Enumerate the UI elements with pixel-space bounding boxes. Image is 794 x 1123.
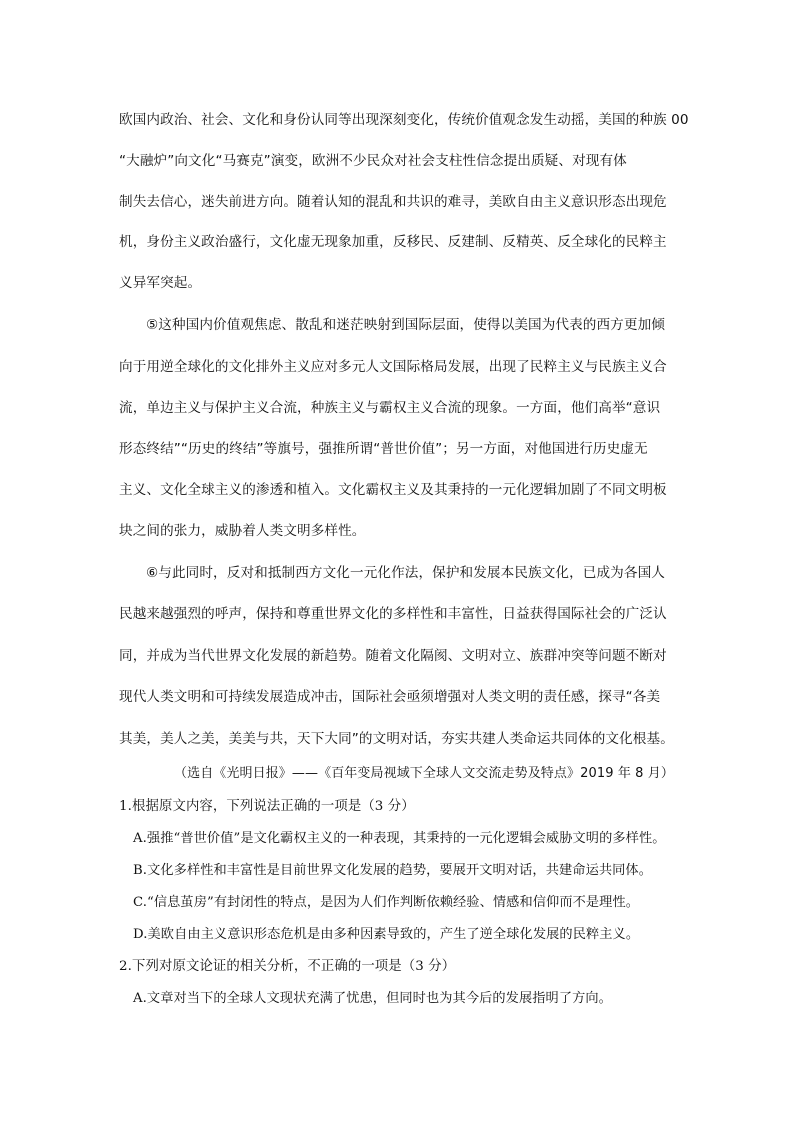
article-line: 流，单边主义与保护主义合流，种族主义与霸权主义合流的现象。一方面，他们高举“意识 [119,400,661,416]
article-line: 同，并成为当代世界文化发展的新趋势。随着文化隔阂、文明对立、族群冲突等问题不断对 [119,648,667,664]
article-line: “大融炉”向文化“马赛克”演变，欧洲不少民众对社会支柱性信念提出质疑、对现有体 [119,153,627,169]
paragraph-5-start: ⑤这种国内价值观焦虑、散乱和迷茫映射到国际层面，使得以美国为代表的西方更加倾 [146,317,665,333]
article-line: 义异军突起。 [119,275,202,291]
article-line: 现代人类文明和可持续发展造成冲击，国际社会亟须增强对人类文明的责任感，探寻“各美 [119,689,661,705]
article-line: 主义、文化全球主义的渗透和植入。文化霸权主义及其秉持的一元化逻辑加剧了不同文明板 [119,482,667,498]
article-line: 欧国内政治、社会、文化和身份认同等出现深刻变化，传统价值观念发生动摇，美国的种族 00 [119,112,689,128]
question-1-option-d: D.美欧自由主义意识形态危机是由多种因素导致的，产生了逆全球化发展的民粹主义。 [133,927,640,942]
question-1-option-a: A.强推“普世价值”是文化霸权主义的一种表现，其秉持的一元化逻辑会威胁文明的多样性。 [133,831,666,846]
article-source: （选自《光明日报》——《百年变局视域下全球人文交流走势及特点》2019 年 8 月） [174,766,674,781]
question-1-option-c: C.“信息茧房”有封闭性的特点，是因为人们作判断依赖经验、情感和信仰而不是理性。 [133,895,640,910]
question-2-option-a: A.文章对当下的全球人文现状充满了忧患，但同时也为其今后的发展指明了方向。 [133,991,612,1006]
paragraph-6-start: ⑥与此同时，反对和抵制西方文化一元化作法，保护和发展本民族文化，已成为各国人 [146,565,665,581]
article-line: 向于用逆全球化的文化排外主义应对多元人文国际格局发展，出现了民粹主义与民族主义合 [119,359,667,375]
question-2-stem: 2.下列对原文论证的相关分析，不正确的一项是（3 分） [119,959,456,974]
article-line: 机，身份主义政治盛行，文化虚无现象加重，反移民、反建制、反精英、反全球化的民粹主 [119,234,667,250]
article-line: 制失去信心，迷失前进方向。随着认知的混乱和共识的难寻，美欧自由主义意识形态出现危 [119,194,667,210]
question-1-stem: 1.根据原文内容，下列说法正确的一项是（3 分） [119,799,415,814]
article-line: 民越来越强烈的呼声，保持和尊重世界文化的多样性和丰富性，日益获得国际社会的广泛认 [119,606,667,622]
article-line: 形态终结”“历史的终结”等旗号，强推所谓“普世价值”；另一方面，对他国进行历史虚无 [119,441,648,457]
question-1-option-b: B.文化多样性和丰富性是目前世界文化发展的趋势，要展开文明对话，共建命运共同体。 [133,863,653,878]
article-line: 块之间的张力，威胁着人类文明多样性。 [119,523,366,539]
article-line: 其美，美人之美，美美与共，天下大同”的文明对话，夯实共建人类命运共同体的文化根基。 [119,731,674,747]
